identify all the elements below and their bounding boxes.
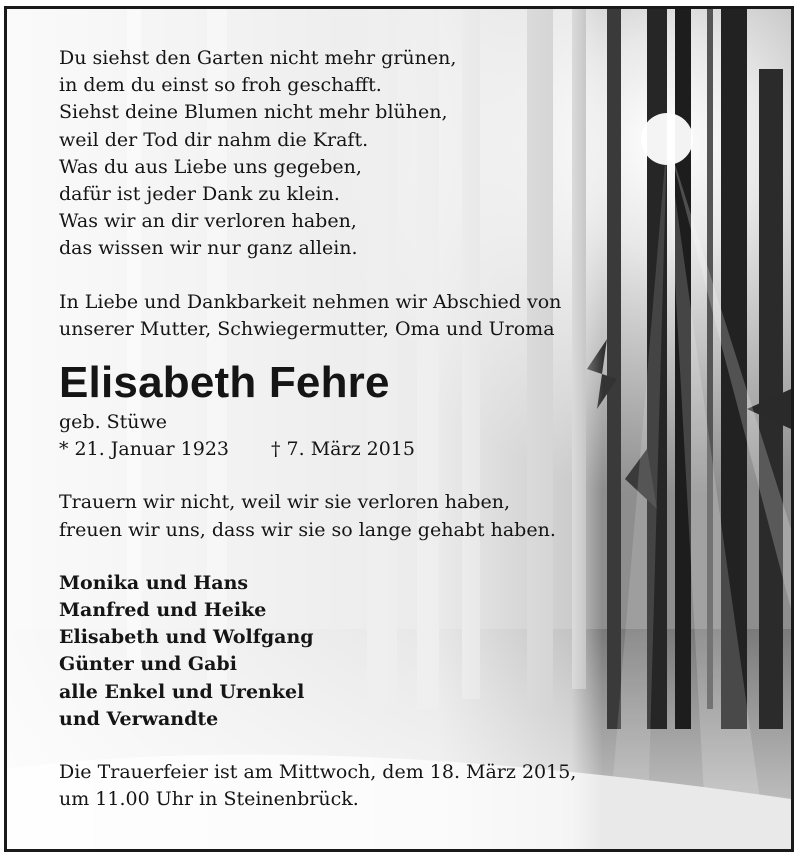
mourners-list [59,570,579,733]
mourner: Manfred und Heike [59,599,267,622]
farewell-intro [59,289,579,343]
poem [59,45,579,263]
life-dates [59,436,579,463]
mourner: Günter und Gabi [59,653,237,676]
comfort-quote [59,489,579,543]
birth-date: * 21. Januar 1923 [59,438,230,461]
poem-line: dafür ist jeder Dank zu klein. [59,183,340,206]
obituary-text [59,45,579,813]
poem-line: in dem du einst so froh geschafft. [59,74,382,97]
death-date: † 7. März 2015 [271,438,415,461]
mourner: Elisabeth und Wolfgang [59,626,314,649]
deceased-details [59,409,579,463]
obituary-frame [4,6,794,852]
mourner: und Verwandte [59,707,219,730]
service-line: Die Trauerfeier ist am Mittwoch, dem 18. März 2015, [59,761,577,784]
mourner: alle Enkel und Urenkel [59,680,305,703]
intro-line: unserer Mutter, Schwiegermutter, Oma und Uroma [59,317,555,340]
poem-line: Was wir an dir verloren haben, [59,210,357,233]
poem-line: Du siehst den Garten nicht mehr grünen, [59,47,457,69]
mourner: Monika und Hans [59,571,249,594]
poem-line: Siehst deine Blumen nicht mehr blühen, [59,101,448,124]
poem-line: Was du aus Liebe uns gegeben, [59,155,362,178]
service-info [59,759,579,813]
quote-line: Trauern wir nicht, weil wir sie verloren haben, [59,491,510,514]
maiden-name: geb. Stüwe [59,411,168,434]
service-line: um 11.00 Uhr in Steinenbrück. [59,788,359,811]
poem-line: weil der Tod dir nahm die Kraft. [59,128,369,151]
quote-line: freuen wir uns, dass wir sie so lange gehabt haben. [59,518,556,541]
deceased-name: Elisabeth Fehre [59,358,390,408]
poem-line: das wissen wir nur ganz allein. [59,237,358,260]
intro-line: In Liebe und Dankbarkeit nehmen wir Abschied von [59,290,562,313]
